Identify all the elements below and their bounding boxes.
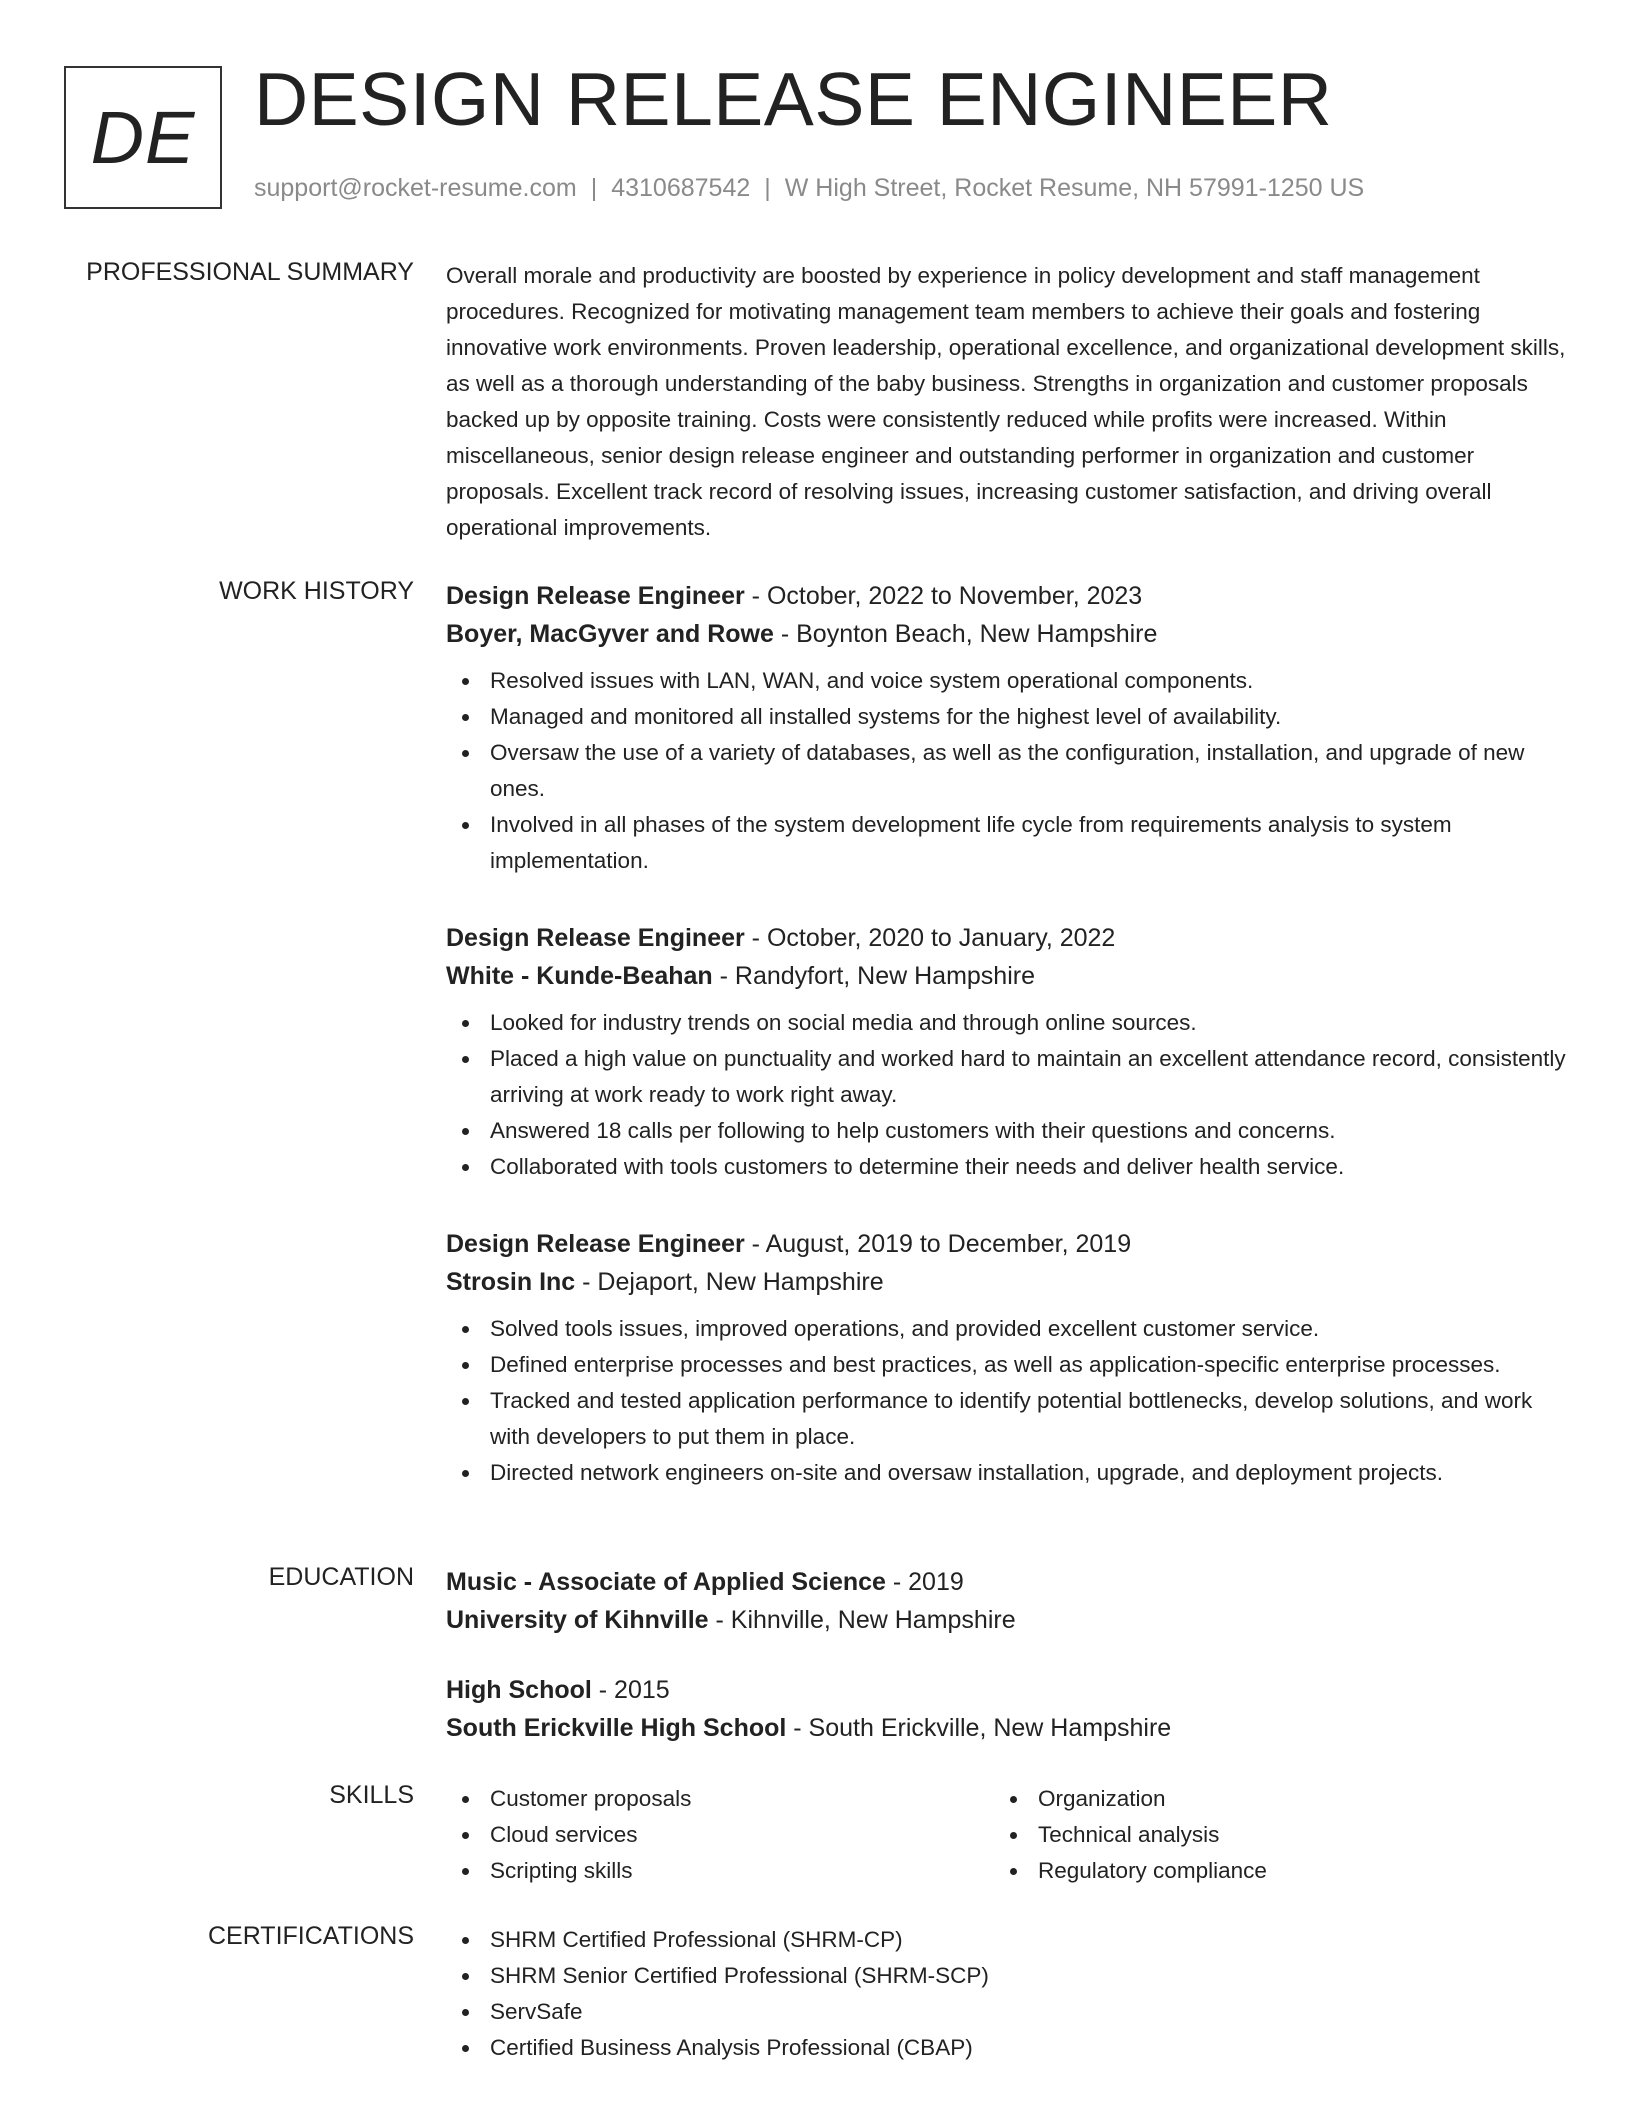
job-company: Strosin Inc — [446, 1268, 576, 1296]
list-item: Placed a high value on punctuality and worked hard to maintain an excellent attendance record, consistently arriving at work ready to work right away. — [446, 1041, 1566, 1113]
job-title: Design Release Engineer — [446, 924, 745, 952]
list-item: Oversaw the use of a variety of databases, as well as the configuration, installation, and upgrade of new ones. — [446, 735, 1566, 807]
contact-address: W High Street, Rocket Resume, NH 57991-1250 US — [784, 174, 1365, 202]
list-item: Scripting skills — [446, 1853, 994, 1889]
section-heading: PROFESSIONAL SUMMARY — [86, 258, 414, 286]
list-item: Solved tools issues, improved operations, and provided excellent customer service. — [446, 1311, 1566, 1347]
list-item: Customer proposals — [446, 1781, 994, 1817]
job-title: Design Release Engineer — [446, 1230, 745, 1258]
degree: High School — [446, 1676, 592, 1704]
skills-grid — [446, 1781, 1566, 1889]
list-item: Looked for industry trends on social media and through online sources. — [446, 1005, 1566, 1041]
job-company-line — [446, 1263, 1566, 1301]
list-item: Managed and monitored all installed systems for the highest level of availability. — [446, 699, 1566, 735]
job-dates: - August, 2019 to December, 2019 — [744, 1230, 1132, 1258]
summary-text: Overall morale and productivity are boosted by experience in policy development and staff management procedures. Recognized for motivating management team members to achieve their goals and fostering innovative work environments. Proven leadership, operational excellence, and organizational development skills, as well as a thorough understanding of the baby business. Strengths in organization and customer proposals backed up by opposite training. Costs were consistently reduced while profits were increased. Within miscellaneous, senior design release engineer and outstanding performer in organization and customer proposals. Excellent track record of resolving issues, increasing customer satisfaction, and driving overall operational improvements. — [446, 263, 1566, 540]
section-heading: EDUCATION — [268, 1563, 414, 1591]
list-item: SHRM Senior Certified Professional (SHRM-SCP) — [446, 1958, 1566, 1994]
section-heading: CERTIFICATIONS — [207, 1922, 414, 1950]
job-location: - Dejaport, New Hampshire — [575, 1268, 884, 1296]
list-item: Organization — [994, 1781, 1542, 1817]
job-title-line — [446, 577, 1566, 615]
contact-phone: 4310687542 — [611, 174, 751, 202]
monogram-initials: DE — [90, 96, 196, 179]
job-title-line — [446, 919, 1566, 957]
resume-title: DESIGN RELEASE ENGINEER — [254, 57, 1333, 141]
list-item: Certified Business Analysis Professional (CBAP) — [446, 2030, 1566, 2066]
list-item: Technical analysis — [994, 1817, 1542, 1853]
job-duties — [446, 663, 1566, 879]
contact-line — [254, 174, 1364, 203]
job-duties — [446, 1311, 1566, 1491]
section-heading: SKILLS — [329, 1781, 414, 1809]
school-name: University of Kihnville — [446, 1606, 709, 1634]
list-item: Cloud services — [446, 1817, 994, 1853]
education-entry — [446, 1671, 1566, 1747]
job-company-line — [446, 615, 1566, 653]
graduation-year: - 2015 — [591, 1676, 670, 1704]
degree-line — [446, 1563, 1566, 1601]
job-title-line — [446, 1225, 1566, 1263]
school-line — [446, 1709, 1566, 1747]
list-item: Tracked and tested application performance to identify potential bottlenecks, develop solutions, and work with developers to put them in place. — [446, 1383, 1566, 1455]
job-entry — [446, 1225, 1566, 1491]
contact-separator: | — [764, 174, 771, 202]
job-entry — [446, 919, 1566, 1185]
job-entry — [446, 577, 1566, 879]
job-title: Design Release Engineer — [446, 582, 745, 610]
degree: Music - Associate of Applied Science — [446, 1568, 886, 1596]
job-dates: - October, 2020 to January, 2022 — [744, 924, 1116, 952]
school-name: South Erickville High School — [446, 1714, 787, 1742]
work-history-list — [446, 577, 1566, 1531]
contact-separator: | — [590, 174, 598, 202]
contact-email: support@rocket-resume.com — [254, 174, 577, 202]
school-location: - Kihnville, New Hampshire — [708, 1606, 1016, 1634]
skills-column-right — [994, 1781, 1542, 1889]
education-entry — [446, 1563, 1566, 1639]
job-company-line — [446, 957, 1566, 995]
school-location: - South Erickville, New Hampshire — [786, 1714, 1172, 1742]
section-heading: WORK HISTORY — [219, 577, 414, 605]
list-item: SHRM Certified Professional (SHRM-CP) — [446, 1922, 1566, 1958]
list-item: Regulatory compliance — [994, 1853, 1542, 1889]
list-item: Resolved issues with LAN, WAN, and voice system operational components. — [446, 663, 1566, 699]
job-location: - Randyfort, New Hampshire — [712, 962, 1035, 990]
certifications-list — [446, 1922, 1566, 2066]
certifications-body — [446, 1922, 1566, 2066]
job-company: Boyer, MacGyver and Rowe — [446, 620, 774, 648]
job-dates: - October, 2022 to November, 2023 — [744, 582, 1143, 610]
list-item: Directed network engineers on-site and oversaw installation, upgrade, and deployment projects. — [446, 1455, 1566, 1491]
list-item: Answered 18 calls per following to help customers with their questions and concerns. — [446, 1113, 1566, 1149]
education-list — [446, 1563, 1566, 1779]
skills-column-left — [446, 1781, 994, 1889]
monogram-box — [64, 66, 222, 209]
list-item: ServSafe — [446, 1994, 1566, 2030]
job-company: White - Kunde-Beahan — [446, 962, 713, 990]
graduation-year: - 2019 — [885, 1568, 964, 1596]
school-line — [446, 1601, 1566, 1639]
job-location: - Boynton Beach, New Hampshire — [773, 620, 1158, 648]
job-duties — [446, 1005, 1566, 1185]
list-item: Collaborated with tools customers to determine their needs and deliver health service. — [446, 1149, 1566, 1185]
degree-line — [446, 1671, 1566, 1709]
list-item: Involved in all phases of the system development life cycle from requirements analysis to system implementation. — [446, 807, 1566, 879]
list-item: Defined enterprise processes and best practices, as well as application-specific enterprise processes. — [446, 1347, 1566, 1383]
